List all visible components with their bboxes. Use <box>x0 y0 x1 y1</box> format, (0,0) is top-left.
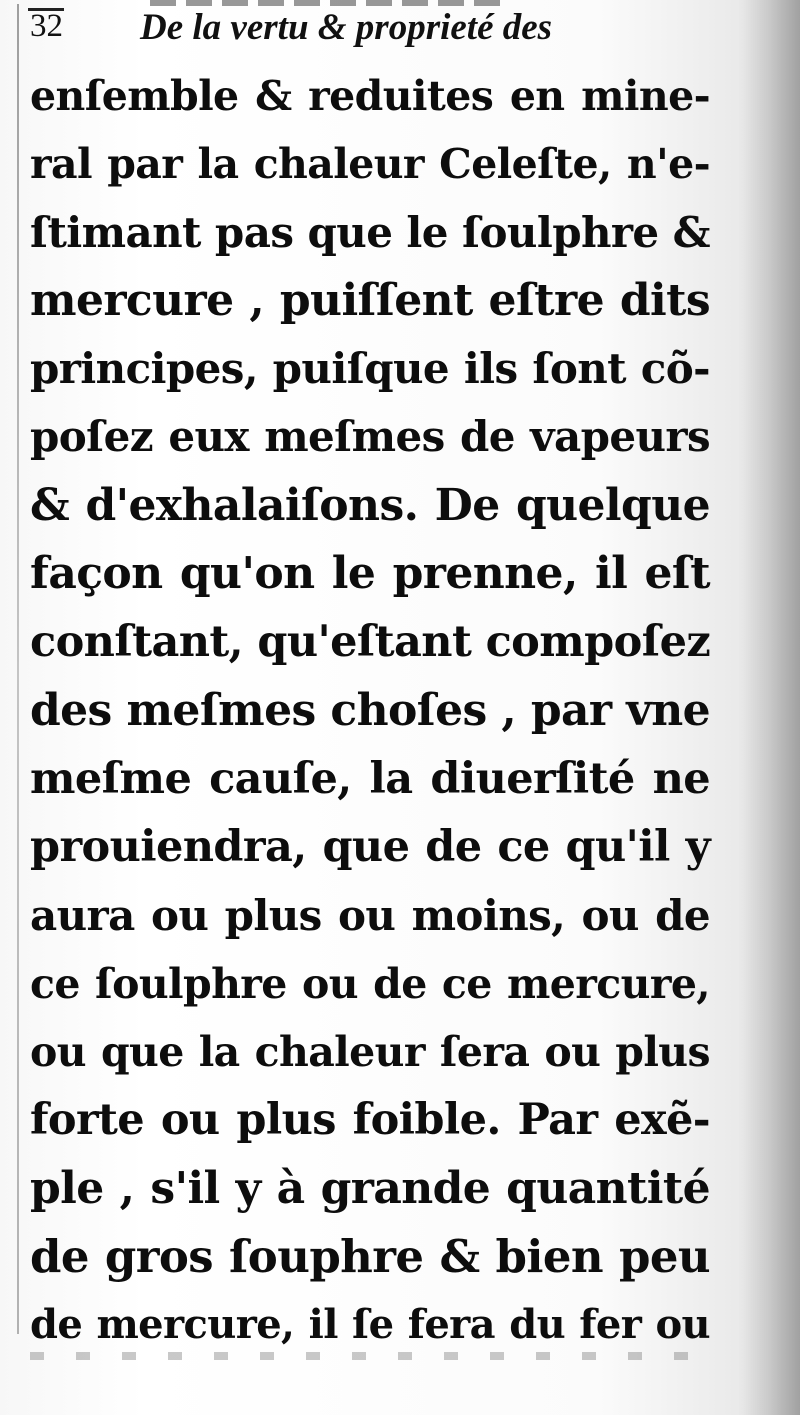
text-line: & d'exhalaiſons. De quelque <box>30 479 710 531</box>
text-line: conſtant, qu'eſtant compoſez <box>30 617 711 668</box>
text-line: des meſmes choſes , par vne <box>30 684 710 736</box>
page-number: 32 <box>30 8 63 44</box>
text-line: poſez eux meſmes de vapeurs <box>30 412 710 462</box>
text-line: mercure , puiſſent eſtre dits <box>30 274 710 326</box>
text-line: façon qu'on le prenne, il eſt <box>30 548 710 600</box>
text-line: aura ou plus ou moins, ou de <box>30 890 710 940</box>
body-text <box>30 62 710 1360</box>
text-line: enſemble & reduites en mine- <box>30 72 710 120</box>
text-line: ou que la chaleur ſera ou plus <box>30 1028 710 1077</box>
text-line: ſtimant pas que le ſoulphre & <box>30 207 710 257</box>
text-line: prouiendra, que de ce qu'il y <box>30 822 710 873</box>
text-line: ple , s'il y à grande quantité <box>30 1162 710 1214</box>
running-head: De la vertu & proprieté des <box>140 7 553 48</box>
text-line: ce ſoulphre ou de ce mercure, <box>30 959 710 1008</box>
text-line: meſme cauſe, la diuerſité ne <box>30 753 710 804</box>
gutter-shadow <box>738 0 800 1415</box>
text-line: ral par la chaleur Celeſte, n'e- <box>30 140 710 189</box>
text-line: principes, puiſque ils ſont cõ- <box>30 344 710 394</box>
text-line: de gros ſouphre & bien peu <box>30 1230 710 1284</box>
bottom-edge-marks <box>30 1352 710 1360</box>
text-line: forte ou plus foible. Par exẽ- <box>30 1095 710 1146</box>
text-line: de mercure, il ſe fera du fer ou <box>30 1301 710 1349</box>
page-left-edge <box>17 4 19 1334</box>
torn-top-edge <box>150 0 510 6</box>
